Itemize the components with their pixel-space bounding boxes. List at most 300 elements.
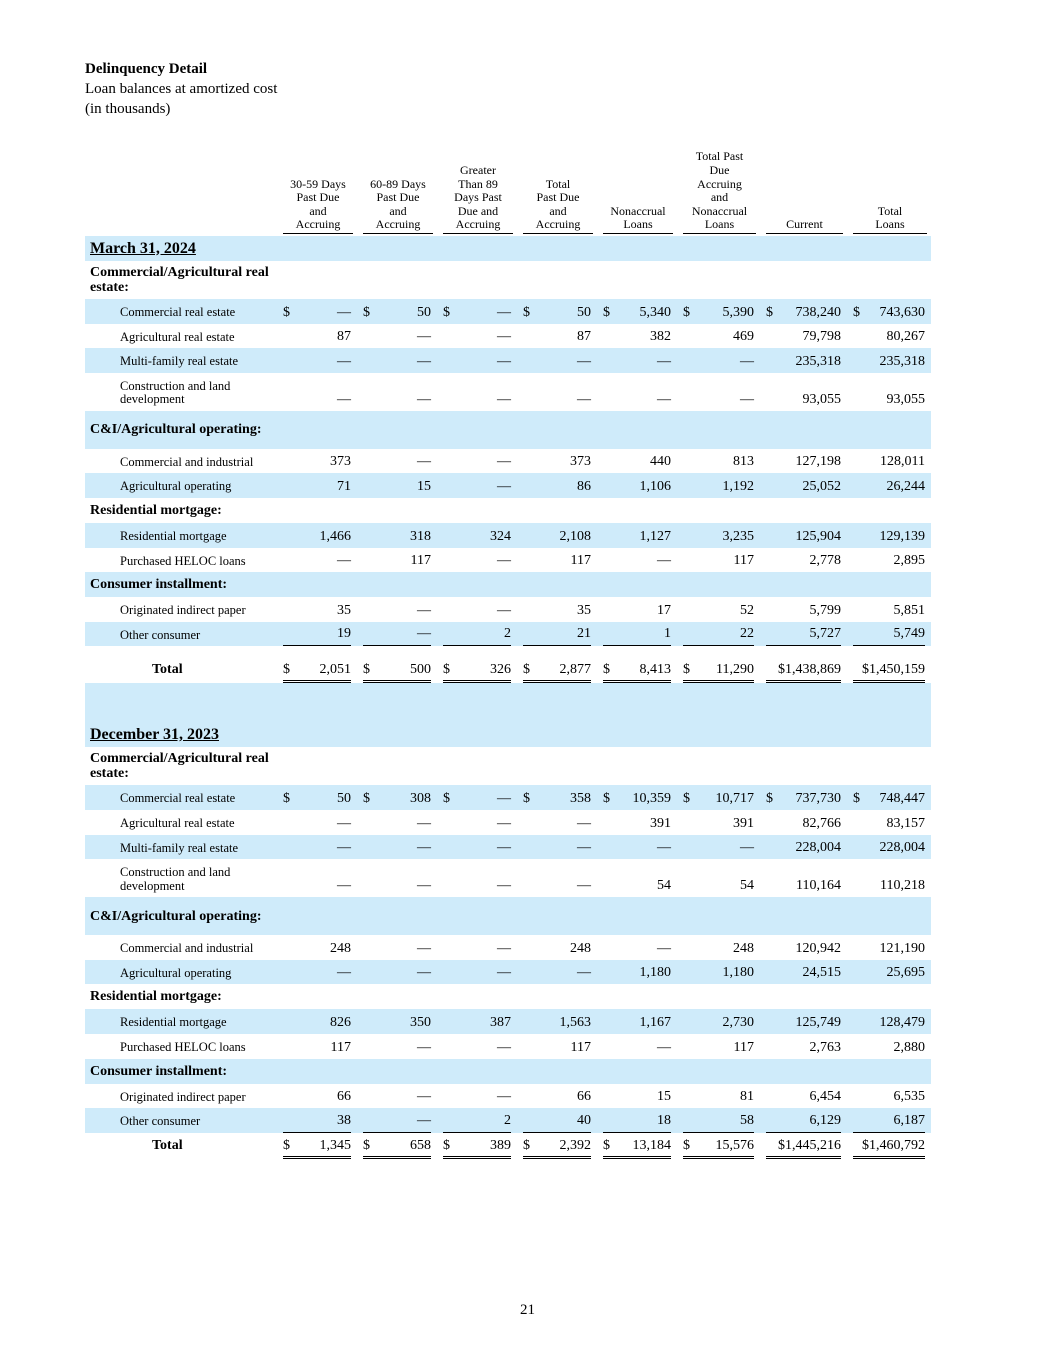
value-cell [847, 935, 931, 960]
row-label: Multi-family real estate [120, 354, 239, 369]
cell-value: 350 [410, 1014, 431, 1030]
value-cell [760, 1108, 847, 1133]
currency-symbol: $ [603, 790, 610, 806]
cell-value: — [417, 626, 431, 642]
cell-value: — [337, 391, 351, 407]
total-row [85, 646, 931, 683]
value-cell [597, 348, 677, 373]
value-cell [517, 785, 597, 810]
cell-value: 2,730 [722, 1014, 754, 1030]
section-title: March 31, 2024 [90, 239, 196, 257]
cell-value: 318 [410, 528, 431, 544]
cell-value: 813 [733, 454, 754, 470]
value-cell [597, 1009, 677, 1034]
category-row [85, 1059, 931, 1084]
value-cell [847, 1084, 931, 1109]
cell-value: — [497, 840, 511, 856]
row-label: Commercial and industrial [120, 454, 254, 469]
cell-value: 6,187 [893, 1112, 925, 1128]
table-row [85, 523, 931, 548]
value-cell [847, 523, 931, 548]
value-cell [597, 835, 677, 860]
value-cell [357, 1034, 437, 1059]
cell-value: 748,447 [879, 790, 925, 806]
cell-value: 110,218 [880, 878, 925, 894]
value-cell [847, 646, 931, 683]
cell-value: 2,877 [559, 662, 591, 678]
cell-value: 1,180 [722, 965, 754, 981]
cell-value: — [657, 353, 671, 369]
cell-value: 22 [740, 626, 754, 642]
value-cell [357, 1108, 437, 1133]
cell-value: 5,340 [639, 304, 671, 320]
cell-value: 248 [330, 940, 351, 956]
value-cell [517, 324, 597, 349]
cell-value: — [497, 790, 511, 806]
value-cell [677, 810, 760, 835]
table-row [85, 810, 931, 835]
cell-value: 50 [417, 304, 431, 320]
cell-value: — [417, 1112, 431, 1128]
cell-value: 117 [410, 553, 431, 569]
cell-value: 117 [733, 553, 754, 569]
value-cell [517, 646, 597, 683]
value-cell [597, 1084, 677, 1109]
cell-value: 52 [740, 602, 754, 618]
value-cell [437, 324, 517, 349]
value-cell [677, 348, 760, 373]
value-cell [437, 859, 517, 897]
section-title: December 31, 2023 [90, 725, 219, 743]
cell-value: 8,413 [639, 662, 671, 678]
cell-value: 235,318 [879, 353, 925, 369]
cell-value: 5,851 [893, 602, 925, 618]
cell-value: 35 [337, 602, 351, 618]
value-cell [760, 1084, 847, 1109]
cell-value: — [497, 304, 511, 320]
value-cell [597, 548, 677, 573]
cell-value: 5,390 [722, 304, 754, 320]
cell-value: 117 [570, 553, 591, 569]
cell-value: — [497, 1089, 511, 1105]
value-cell [277, 449, 357, 474]
cell-value: — [497, 815, 511, 831]
value-cell [677, 473, 760, 498]
value-cell [437, 1084, 517, 1109]
currency-symbol: $ [683, 1137, 690, 1153]
cell-value: — [417, 329, 431, 345]
value-cell [760, 373, 847, 411]
cell-value: 35 [577, 602, 591, 618]
cell-value: — [577, 391, 591, 407]
currency-symbol: $ [853, 304, 860, 320]
cell-value: 1,106 [639, 478, 671, 494]
value-cell [277, 646, 357, 683]
row-label: Originated indirect paper [120, 603, 246, 618]
cell-value: 2 [504, 626, 511, 642]
table-row [85, 449, 931, 474]
cell-value: 71 [337, 478, 351, 494]
value-cell [277, 597, 357, 622]
value-cell [277, 1084, 357, 1109]
value-cell [437, 835, 517, 860]
value-cell [597, 597, 677, 622]
cell-value: — [497, 940, 511, 956]
cell-value: 87 [337, 329, 351, 345]
total-label: Total [152, 662, 183, 678]
value-cell [847, 348, 931, 373]
cell-value: 440 [650, 454, 671, 470]
value-cell [437, 960, 517, 985]
row-label: Agricultural real estate [120, 329, 235, 344]
category-label: Residential mortgage: [90, 502, 222, 518]
page-number: 21 [520, 1302, 535, 1318]
value-cell [357, 835, 437, 860]
value-cell [357, 810, 437, 835]
value-cell [517, 1133, 597, 1159]
cell-value: 117 [570, 1039, 591, 1055]
value-cell [847, 1108, 931, 1133]
currency-symbol: $ [683, 662, 690, 678]
value-cell [357, 373, 437, 411]
currency-symbol: $ [443, 790, 450, 806]
cell-value: 58 [740, 1112, 754, 1128]
value-cell [437, 810, 517, 835]
section-header [85, 236, 931, 261]
value-cell [357, 1009, 437, 1034]
currency-symbol: $ [603, 662, 610, 678]
cell-value: 826 [330, 1014, 351, 1030]
cell-value: 83,157 [886, 815, 925, 831]
value-cell [677, 859, 760, 897]
value-cell [437, 646, 517, 683]
cell-value: 5,799 [809, 602, 841, 618]
cell-value: — [417, 454, 431, 470]
cell-value: 11,290 [716, 662, 754, 678]
currency-symbol: $ [523, 790, 530, 806]
cell-value: 110,164 [796, 878, 841, 894]
row-label: Purchased HELOC loans [120, 1040, 246, 1054]
currency-symbol: $ [363, 304, 370, 320]
value-cell [597, 299, 677, 324]
cell-value: 235,318 [795, 353, 841, 369]
cell-value: 19 [337, 626, 351, 642]
row-label: Originated indirect paper [120, 1089, 246, 1104]
value-cell [847, 324, 931, 349]
value-cell [847, 622, 931, 647]
cell-value: — [497, 391, 511, 407]
cell-value: 13,184 [632, 1137, 671, 1153]
cell-value: — [417, 1089, 431, 1105]
cell-value: — [417, 878, 431, 894]
value-cell [597, 324, 677, 349]
cell-value: 93,055 [886, 391, 925, 407]
cell-value: 80,267 [886, 329, 925, 345]
cell-value: 82,766 [802, 815, 841, 831]
category-label: Consumer installment: [90, 577, 228, 593]
row-label: Agricultural operating [120, 965, 232, 980]
cell-value: — [337, 965, 351, 981]
cell-value: 25,695 [886, 965, 925, 981]
cell-value: 87 [577, 329, 591, 345]
column-header-row [85, 146, 931, 236]
cell-value: — [337, 840, 351, 856]
value-cell [597, 1133, 677, 1159]
column-header: Total Past Due and Accruing [517, 146, 597, 236]
value-cell [437, 348, 517, 373]
cell-value: 743,630 [879, 304, 925, 320]
cell-value: 373 [570, 454, 591, 470]
value-cell [677, 835, 760, 860]
table-row [85, 960, 931, 985]
value-cell [847, 473, 931, 498]
cell-value: — [417, 940, 431, 956]
value-cell [847, 1034, 931, 1059]
cell-value: 228,004 [795, 840, 841, 856]
value-cell [517, 597, 597, 622]
cell-value: 248 [733, 940, 754, 956]
value-cell [517, 449, 597, 474]
value-cell [437, 449, 517, 474]
value-cell [677, 1133, 760, 1159]
value-cell [760, 646, 847, 683]
cell-value: — [417, 353, 431, 369]
cell-value: 1,466 [319, 528, 351, 544]
value-cell [517, 1034, 597, 1059]
value-cell [597, 646, 677, 683]
cell-value: — [657, 1039, 671, 1055]
cell-value: — [417, 965, 431, 981]
column-header-blank [85, 146, 277, 236]
value-cell [847, 1133, 931, 1159]
value-cell [357, 548, 437, 573]
value-cell [517, 348, 597, 373]
value-cell [357, 960, 437, 985]
value-cell [277, 810, 357, 835]
value-cell [277, 473, 357, 498]
category-row [85, 411, 931, 449]
value-cell [437, 473, 517, 498]
value-cell [760, 449, 847, 474]
value-cell [277, 859, 357, 897]
value-cell [437, 1034, 517, 1059]
row-label: Other consumer [120, 1114, 201, 1129]
cell-value: 2,108 [559, 528, 591, 544]
cell-value: 1,192 [722, 478, 754, 494]
value-cell [847, 1009, 931, 1034]
value-cell [277, 1009, 357, 1034]
cell-value: 127,198 [795, 454, 841, 470]
cell-value: 389 [490, 1137, 511, 1153]
cell-value: 40 [577, 1112, 591, 1128]
value-cell [357, 324, 437, 349]
value-cell [277, 622, 357, 647]
cell-value: 5,749 [893, 626, 925, 642]
value-cell [597, 810, 677, 835]
column-header: Total Past Due Accruing and Nonaccrual Loans [677, 146, 760, 236]
value-cell [677, 785, 760, 810]
currency-symbol: $ [523, 662, 530, 678]
cell-value: 125,904 [795, 528, 841, 544]
cell-value: 1 [664, 626, 671, 642]
row-label: Agricultural operating [120, 479, 232, 494]
value-cell [597, 1034, 677, 1059]
value-cell [677, 960, 760, 985]
value-cell [847, 859, 931, 897]
value-cell [357, 597, 437, 622]
cell-value: 324 [490, 528, 511, 544]
cell-value: 326 [490, 662, 511, 678]
value-cell [437, 1009, 517, 1034]
value-cell [357, 449, 437, 474]
value-cell [437, 785, 517, 810]
delinquency-table [85, 146, 931, 1159]
cell-value: 2,051 [319, 662, 351, 678]
value-cell [597, 1108, 677, 1133]
column-header: Total Loans [847, 146, 931, 236]
cell-value: — [577, 353, 591, 369]
cell-value: 228,004 [879, 840, 925, 856]
table-row [85, 785, 931, 810]
report-title: Delinquency Detail [85, 61, 208, 77]
row-label: Agricultural real estate [120, 816, 235, 831]
category-label: Consumer installment: [90, 1063, 228, 1079]
currency-symbol: $ [853, 790, 860, 806]
value-cell [677, 523, 760, 548]
value-cell [517, 373, 597, 411]
value-cell [517, 523, 597, 548]
value-cell [517, 473, 597, 498]
value-cell [277, 324, 357, 349]
value-cell [677, 1084, 760, 1109]
cell-value: 2,392 [559, 1137, 591, 1153]
value-cell [677, 373, 760, 411]
cell-value: 26,244 [886, 478, 925, 494]
column-header: 60-89 Days Past Due and Accruing [357, 146, 437, 236]
value-cell [597, 449, 677, 474]
cell-value: 54 [740, 878, 754, 894]
value-cell [677, 935, 760, 960]
category-row [85, 261, 931, 299]
value-cell [597, 523, 677, 548]
table-row [85, 835, 931, 860]
value-cell [597, 473, 677, 498]
cell-value: 121,190 [879, 940, 925, 956]
row-label: Construction and land development [120, 865, 231, 893]
cell-value: 128,479 [879, 1014, 925, 1030]
cell-value: 387 [490, 1014, 511, 1030]
cell-value: — [577, 815, 591, 831]
report-units: (in thousands) [85, 101, 171, 117]
category-row [85, 984, 931, 1009]
value-cell [760, 785, 847, 810]
value-cell [517, 1084, 597, 1109]
currency-symbol: $ [283, 790, 290, 806]
table-row [85, 324, 931, 349]
value-cell [677, 646, 760, 683]
cell-value: 6,454 [809, 1089, 841, 1105]
row-label: Multi-family real estate [120, 840, 239, 855]
cell-value: 93,055 [802, 391, 841, 407]
cell-value: 469 [733, 329, 754, 345]
value-cell [760, 1009, 847, 1034]
cell-value: 50 [577, 304, 591, 320]
value-cell [517, 810, 597, 835]
value-cell [357, 935, 437, 960]
total-row [85, 1133, 931, 1159]
cell-value: 38 [337, 1112, 351, 1128]
cell-value: — [417, 602, 431, 618]
table-row [85, 299, 931, 324]
cell-value: 24,515 [802, 965, 841, 981]
value-cell [517, 960, 597, 985]
cell-value: — [497, 553, 511, 569]
cell-value: 248 [570, 940, 591, 956]
cell-value: $1,445,216 [778, 1137, 841, 1153]
value-cell [677, 299, 760, 324]
cell-value: — [657, 840, 671, 856]
value-cell [357, 622, 437, 647]
column-header: Current [760, 146, 847, 236]
cell-value: — [497, 878, 511, 894]
column-header: Nonaccrual Loans [597, 146, 677, 236]
value-cell [677, 1034, 760, 1059]
value-cell [517, 935, 597, 960]
cell-value: — [417, 1039, 431, 1055]
cell-value: 25,052 [802, 478, 841, 494]
table-row [85, 935, 931, 960]
table-row [85, 1009, 931, 1034]
cell-value: $1,450,159 [862, 662, 925, 678]
value-cell [277, 835, 357, 860]
value-cell [517, 859, 597, 897]
table-row [85, 859, 931, 897]
currency-symbol: $ [363, 790, 370, 806]
category-row [85, 897, 931, 935]
value-cell [760, 548, 847, 573]
cell-value: — [337, 815, 351, 831]
currency-symbol: $ [683, 790, 690, 806]
value-cell [277, 785, 357, 810]
cell-value: 54 [657, 878, 671, 894]
cell-value: 2,778 [809, 553, 841, 569]
value-cell [277, 1108, 357, 1133]
category-label: Residential mortgage: [90, 989, 222, 1005]
cell-value: 373 [330, 454, 351, 470]
cell-value: — [417, 391, 431, 407]
cell-value: — [740, 353, 754, 369]
cell-value: 3,235 [722, 528, 754, 544]
table-row [85, 1084, 931, 1109]
value-cell [597, 859, 677, 897]
value-cell [357, 1133, 437, 1159]
row-label: Other consumer [120, 627, 201, 642]
cell-value: — [497, 1039, 511, 1055]
currency-symbol: $ [363, 1137, 370, 1153]
cell-value: 125,749 [795, 1014, 841, 1030]
value-cell [760, 473, 847, 498]
category-row [85, 747, 931, 785]
category-label: Commercial/Agricultural real estate: [90, 751, 269, 782]
value-cell [437, 299, 517, 324]
cell-value: — [497, 478, 511, 494]
value-cell [760, 1133, 847, 1159]
value-cell [847, 960, 931, 985]
value-cell [677, 597, 760, 622]
currency-symbol: $ [443, 662, 450, 678]
column-header: 30-59 Days Past Due and Accruing [277, 146, 357, 236]
value-cell [597, 960, 677, 985]
